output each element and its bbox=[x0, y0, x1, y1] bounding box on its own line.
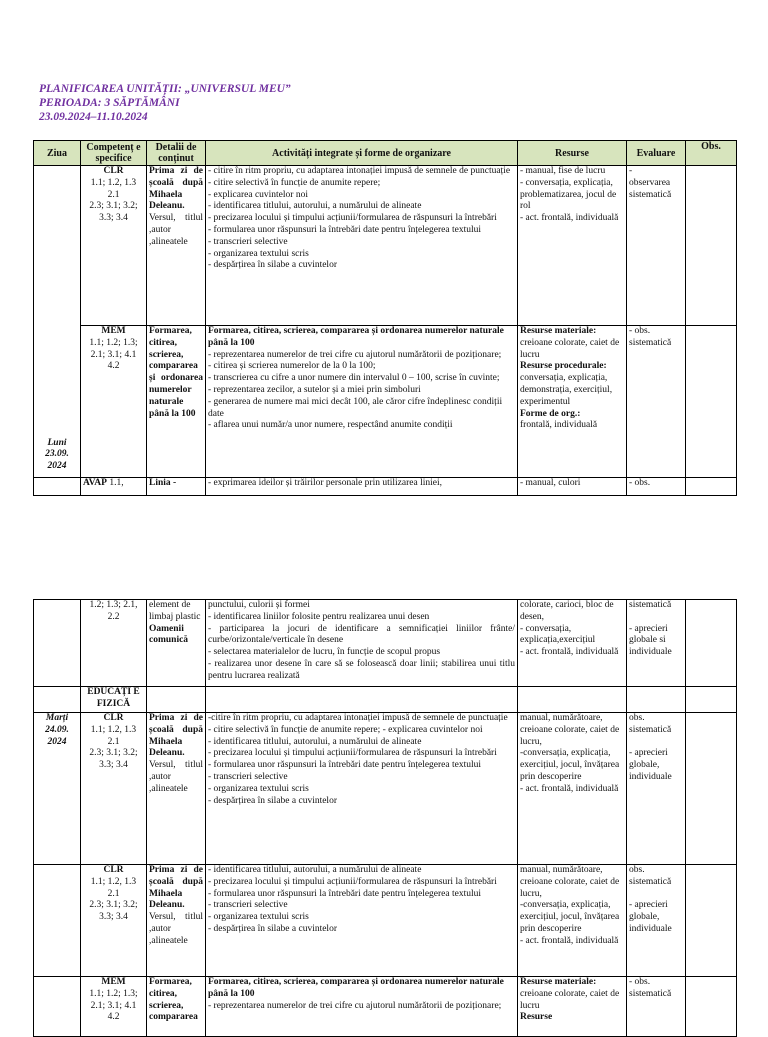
col-activities: Activități integrate și forme de organizare bbox=[206, 141, 518, 166]
col-resources: Resurse bbox=[518, 141, 627, 166]
activities-cell: Formarea, citirea, scrierea, compararea și ordonarea numerelor naturale până la 100 - reprezentarea numerelor de trei cifre cu ajutorul numărătorii de poziționare; bbox=[206, 977, 518, 1037]
day-cell-empty bbox=[34, 865, 81, 977]
resources-cell: - manual, fise de lucru - conversația, explicația, problematizarea, jocul de rol - act. frontală, individuală bbox=[518, 166, 627, 326]
content-cell: Formarea, citirea, scrierea, compararea bbox=[147, 977, 206, 1037]
content-cell: Prima zi de școală după Mihaela Deleanu. Versul, titlul ,autor ,alineatele bbox=[147, 865, 206, 977]
activities-cell: punctului, culorii și formei - identificarea liniilor folosite pentru realizarea unui desen - participarea la jocuri de identificare a semnificației liniilor frânte/ curbe/orizontale/verticale în desene - selectarea materialelor de lucru, în funcție de scopul propus - realizarea unor desene în care să se folosească doar linii; stabilirea unui titlu pentru lucrarea realizată bbox=[206, 600, 518, 687]
content-cell: Linia - bbox=[147, 478, 206, 496]
day-cell-empty bbox=[34, 600, 81, 687]
table-row bbox=[34, 166, 737, 326]
day-cell-monday: Luni 23.09. 2024 bbox=[34, 166, 81, 478]
evaluation-cell: obs. sistematică - aprecieri globale, individuale bbox=[627, 865, 686, 977]
competences-cell: AVAP 1.1, bbox=[81, 478, 147, 496]
obs-cell bbox=[686, 977, 737, 1037]
period-label: PERIOADA: 3 SĂPTĂMÂNI bbox=[39, 97, 180, 109]
day-cell-empty bbox=[34, 687, 81, 713]
resources-cell: - manual, culori bbox=[518, 478, 627, 496]
obs-cell bbox=[686, 600, 737, 687]
col-competences: Competenț e specifice bbox=[81, 141, 147, 166]
competences-cell: 1.2; 1.3; 2.1, 2.2 bbox=[81, 600, 147, 687]
day-cell-empty bbox=[34, 977, 81, 1037]
col-content-details: Detalii de conținut bbox=[147, 141, 206, 166]
col-obs: Obs. bbox=[686, 141, 737, 166]
resources-cell: manual, numărătoare, creioane colorate, caiet de lucru, -conversația, explicația, exercițiul, jocul, învățarea prin descoperire - act. frontală, individuală bbox=[518, 865, 627, 977]
obs-cell bbox=[686, 326, 737, 478]
competences-cell: CLR 1.1; 1.2, 1.3 2.1 2.3; 3.1; 3.2; 3.3; 3.4 bbox=[81, 166, 147, 326]
evaluation-cell: obs. sistematică - aprecieri globale, individuale bbox=[627, 713, 686, 865]
table-row bbox=[34, 713, 737, 865]
content-cell: element de limbaj plastic Oamenii comunică bbox=[147, 600, 206, 687]
competences-cell: CLR 1.1; 1.2, 1.3 2.1 2.3; 3.1; 3.2; 3.3; 3.4 bbox=[81, 865, 147, 977]
resources-cell: Resurse materiale: creioane colorate, caiet de lucru Resurse procedurale: conversația, explicația, demonstrația, exercițiul, experimentul Forme de org.: frontală, individuală bbox=[518, 326, 627, 478]
table-row bbox=[34, 478, 737, 496]
col-day: Ziua bbox=[34, 141, 81, 166]
obs-cell bbox=[686, 865, 737, 977]
activities-cell: - identificarea titlului, autorului, a numărului de alineate - precizarea locului și timpului acțiunii/formularea de răspunsuri la întrebări - formularea unor răspunsuri la întrebări date pentru înțelegerea textului - transcrieri selective - organizarea textului scris - despărțirea în silabe a cuvintelor bbox=[206, 865, 518, 977]
competences-cell: MEM 1.1; 1.2; 1.3; 2.1; 3.1; 4.1 4.2 bbox=[81, 326, 147, 478]
evaluation-cell: - obs. bbox=[627, 478, 686, 496]
unit-title: PLANIFICAREA UNITĂȚII: „UNIVERSUL MEU” bbox=[39, 83, 291, 95]
table-header-row bbox=[34, 141, 737, 166]
obs-cell bbox=[686, 166, 737, 326]
obs-cell bbox=[686, 713, 737, 865]
activities-cell: - citire în ritm propriu, cu adaptarea intonației impusă de semnele de punctuație - citire selectivă în funcție de anumite repere; - explicarea cuvintelor noi - identificarea titlului, autorului, a numărului de alineate - precizarea locului și timpului acțiunii/formularea de răspunsuri la întrebări - formularea unor răspunsuri la întrebări date pentru înțelegerea textului - transcrieri selective - organizarea textului scris - despărțirea în silabe a cuvintelor bbox=[206, 166, 518, 326]
table-row bbox=[34, 687, 737, 713]
table-row bbox=[34, 977, 737, 1037]
evaluation-cell: sistematică - aprecieri globale si individuale bbox=[627, 600, 686, 687]
obs-cell bbox=[686, 478, 737, 496]
col-evaluation: Evaluare bbox=[627, 141, 686, 166]
competences-cell: CLR 1.1; 1.2, 1.3 2.1 2.3; 3.1; 3.2; 3.3; 3.4 bbox=[81, 713, 147, 865]
table-row bbox=[34, 600, 737, 687]
activities-cell: - exprimarea ideilor și trăirilor personale prin utilizarea liniei, bbox=[206, 478, 518, 496]
planning-table-page-1 bbox=[33, 140, 737, 496]
evaluation-cell: - obs. sistematică bbox=[627, 326, 686, 478]
planning-table-page-2 bbox=[33, 599, 737, 1037]
day-cell-empty bbox=[34, 478, 81, 496]
evaluation-cell: - obs. sistematică bbox=[627, 977, 686, 1037]
activities-cell: -citire în ritm propriu, cu adaptarea intonației impusă de semnele de punctuație - citire selectivă în funcție de anumite repere; - explicarea cuvintelor noi - identificarea titlului, autorului, a numărului de alineate - precizarea locului și timpului acțiunii/formularea de răspunsuri la întrebări - formularea unor răspunsuri la întrebări date pentru înțelegerea textului - transcrieri selective - organizarea textului scris - despărțirea în silabe a cuvintelor bbox=[206, 713, 518, 865]
pe-label-cell: EDUCAȚI E FIZICĂ bbox=[81, 687, 147, 713]
competences-cell: MEM 1.1; 1.2; 1.3; 2.1; 3.1; 4.1 4.2 bbox=[81, 977, 147, 1037]
table-row bbox=[34, 326, 737, 478]
activities-cell: Formarea, citirea, scrierea, compararea și ordonarea numerelor naturale până la 100 - reprezentarea numerelor de trei cifre cu ajutorul numărătorii de poziționare; - citirea și scrierea numerelor de la 0 la 100; - transcrierea cu cifre a unor numere din intervalul 0 – 100, scrise în cuvinte; - reprezentarea zecilor, a sutelor și a miei prin simboluri - generarea de numere mai mici decât 100, ale căror cifre îndeplinesc condiții date - aflarea unui număr/a unor numere, respectând anumite condiții bbox=[206, 326, 518, 478]
resources-cell: colorate, carioci, bloc de desen, - conversația, explicația,exercițiul - act. frontală, individuală bbox=[518, 600, 627, 687]
content-cell: Formarea, citirea, scrierea, compararea și ordonarea numerelor naturale până la 100 bbox=[147, 326, 206, 478]
date-range: 23.09.2024–11.10.2024 bbox=[39, 111, 148, 123]
page-gap bbox=[0, 506, 768, 590]
content-cell: Prima zi de școală după Mihaela Deleanu. Versul, titlul ,autor ,alineatele bbox=[147, 713, 206, 865]
table-row bbox=[34, 865, 737, 977]
resources-cell: Resurse materiale: creioane colorate, caiet de lucru Resurse bbox=[518, 977, 627, 1037]
evaluation-cell: - observarea sistematică bbox=[627, 166, 686, 326]
planning-header bbox=[39, 82, 291, 124]
content-cell: Prima zi de școală după Mihaela Deleanu. Versul, titlul ,autor ,alineatele bbox=[147, 166, 206, 326]
day-cell-tuesday: Marți 24.09. 2024 bbox=[34, 713, 81, 865]
resources-cell: manual, numărătoare, creioane colorate, caiet de lucru, -conversația, explicația, exercițiul, jocul, învățarea prin descoperire - act. frontală, individuală bbox=[518, 713, 627, 865]
